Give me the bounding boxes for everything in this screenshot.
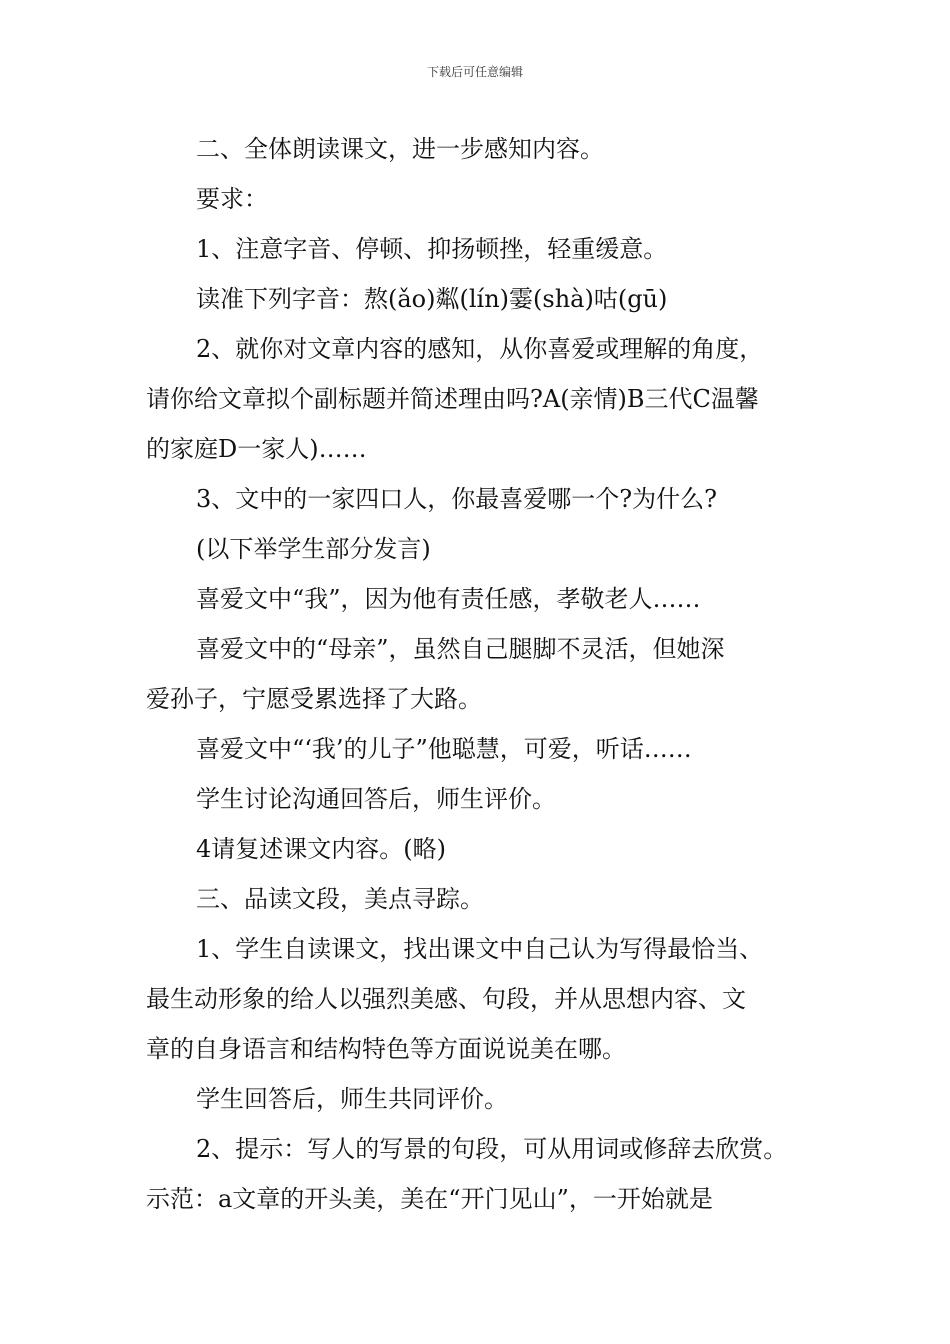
paragraph: 2、提示：写人的写景的句段，可从用词或修辞去欣赏。	[196, 1135, 788, 1163]
paragraph-continuation: 爱孙子，宁愿受累选择了大路。	[146, 685, 482, 713]
paragraph-continuation: 最生动形象的给人以强烈美感、句段，并从思想内容、文	[146, 985, 746, 1013]
paragraph: 喜爱文中的“母亲”，虽然自己腿脚不灵活，但她深	[196, 635, 725, 663]
page-header: 下载后可任意编辑	[426, 65, 523, 79]
paragraph: 1、注意字音、停顿、抑扬顿挫，轻重缓意。	[196, 235, 668, 263]
paragraph: (以下举学生部分发言)	[196, 535, 431, 563]
paragraph-continuation: 示范：a文章的开头美，美在“开门见山”，一开始就是	[146, 1185, 713, 1213]
paragraph-continuation: 章的自身语言和结构特色等方面说说美在哪。	[146, 1035, 626, 1063]
paragraph: 2、就你对文章内容的感知，从你喜爱或理解的角度，	[196, 335, 764, 363]
paragraph: 学生讨论沟通回答后，师生评价。	[196, 785, 556, 813]
document-body	[146, 129, 836, 1229]
section-heading-3: 三、品读文段，美点寻踪。	[196, 885, 484, 913]
paragraph-continuation: 请你给文章拟个副标题并简述理由吗?A(亲情)B三代C温馨	[146, 385, 759, 413]
paragraph: 喜爱文中“‘我’的儿子”他聪慧，可爱，听话……	[196, 735, 692, 763]
paragraph: 读准下列字音：熬(ǎo)粼(lín)霎(shà)咕(gū)	[196, 285, 668, 313]
section-heading-2: 二、全体朗读课文，进一步感知内容。	[196, 135, 604, 163]
paragraph: 1、学生自读课文，找出课文中自己认为写得最恰当、	[196, 935, 764, 963]
paragraph: 喜爱文中“我”，因为他有责任感，孝敬老人……	[196, 585, 701, 613]
paragraph: 3、文中的一家四口人，你最喜爱哪一个?为什么?	[196, 485, 718, 513]
paragraph: 学生回答后，师生共同评价。	[196, 1085, 508, 1113]
paragraph-continuation: 的家庭D一家人)……	[146, 435, 367, 463]
paragraph: 4请复述课文内容。(略)	[196, 835, 446, 863]
paragraph: 要求：	[196, 185, 268, 213]
